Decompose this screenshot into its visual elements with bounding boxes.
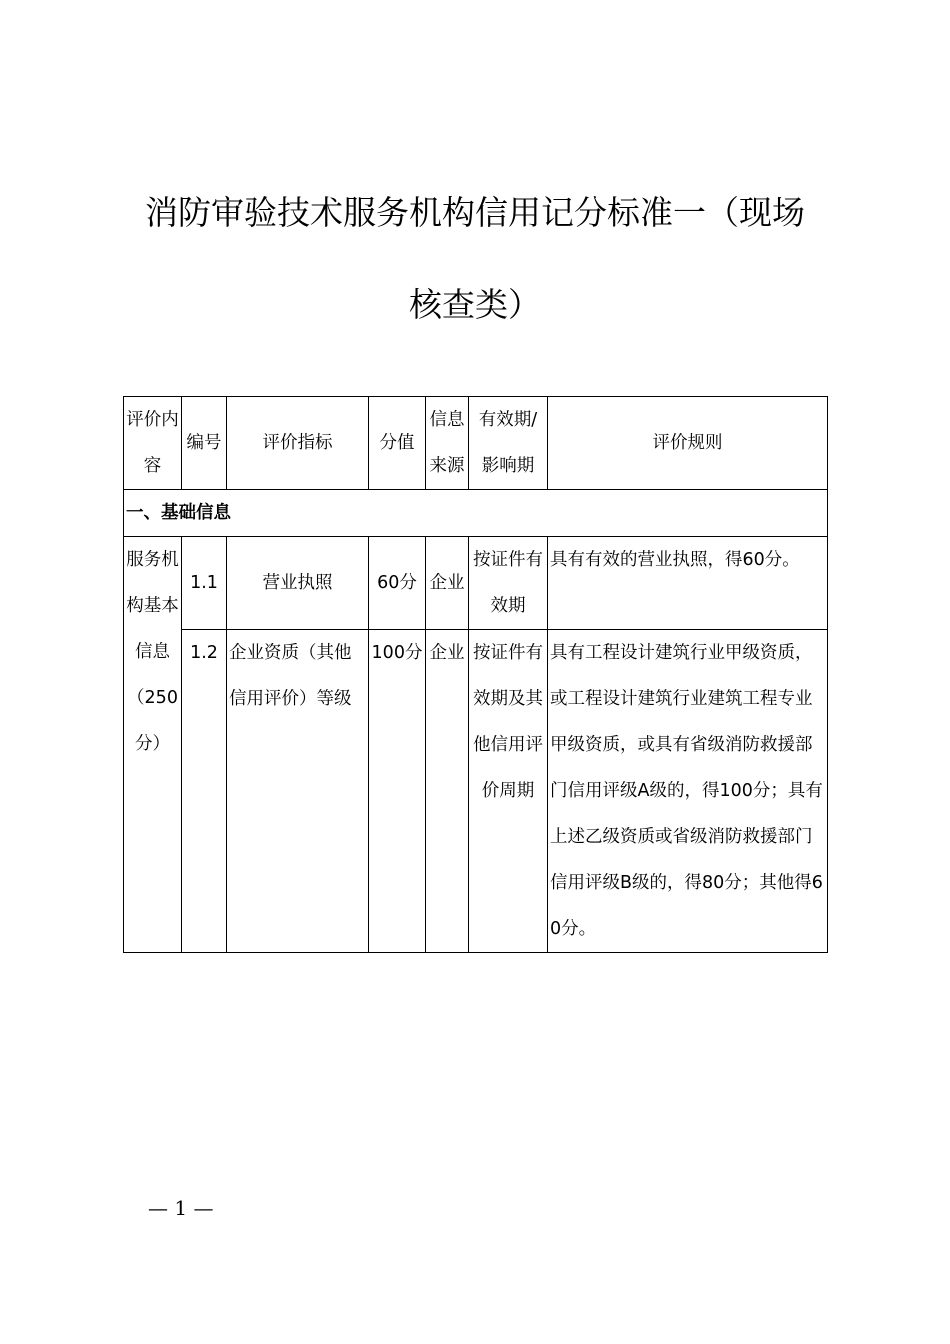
row-indicator: 企业资质（其他信用评价）等级 xyxy=(227,630,369,953)
page-number: — 1 — xyxy=(148,1196,214,1220)
row-rule: 具有工程设计建筑行业甲级资质，或工程设计建筑行业建筑工程专业甲级资质，或具有省级消防救援部门信用评级A级的，得100分；具有上述乙级资质或省级消防救援部门信用评级B级的，得80分；其他得60分。 xyxy=(548,630,828,953)
document-title-line2: 核查类） xyxy=(409,285,541,324)
section-title: 一、基础信息 xyxy=(124,490,828,537)
group-label: 服务机构基本信息（250分） xyxy=(124,537,182,953)
header-id: 编号 xyxy=(182,397,227,490)
header-score: 分值 xyxy=(369,397,426,490)
row-indicator: 营业执照 xyxy=(227,537,369,630)
credit-scoring-table xyxy=(123,396,828,953)
table-row xyxy=(124,537,828,630)
row-score: 60分 xyxy=(369,537,426,630)
row-rule: 具有有效的营业执照，得60分。 xyxy=(548,537,828,630)
document-title-line1: 消防审验技术服务机构信用记分标准一（现场 xyxy=(145,193,805,232)
row-period: 按证件有效期 xyxy=(469,537,548,630)
row-source: 企业 xyxy=(426,630,469,953)
row-period: 按证件有效期及其他信用评价周期 xyxy=(469,630,548,953)
header-indicator: 评价指标 xyxy=(227,397,369,490)
row-source: 企业 xyxy=(426,537,469,630)
header-source: 信息来源 xyxy=(426,397,469,490)
header-rule: 评价规则 xyxy=(548,397,828,490)
table-row xyxy=(124,630,828,953)
row-id: 1.2 xyxy=(182,630,227,953)
header-content: 评价内容 xyxy=(124,397,182,490)
section-row xyxy=(124,490,828,537)
row-id: 1.1 xyxy=(182,537,227,630)
header-period: 有效期/影响期 xyxy=(469,397,548,490)
table-header-row xyxy=(124,397,828,490)
row-score: 100分 xyxy=(369,630,426,953)
